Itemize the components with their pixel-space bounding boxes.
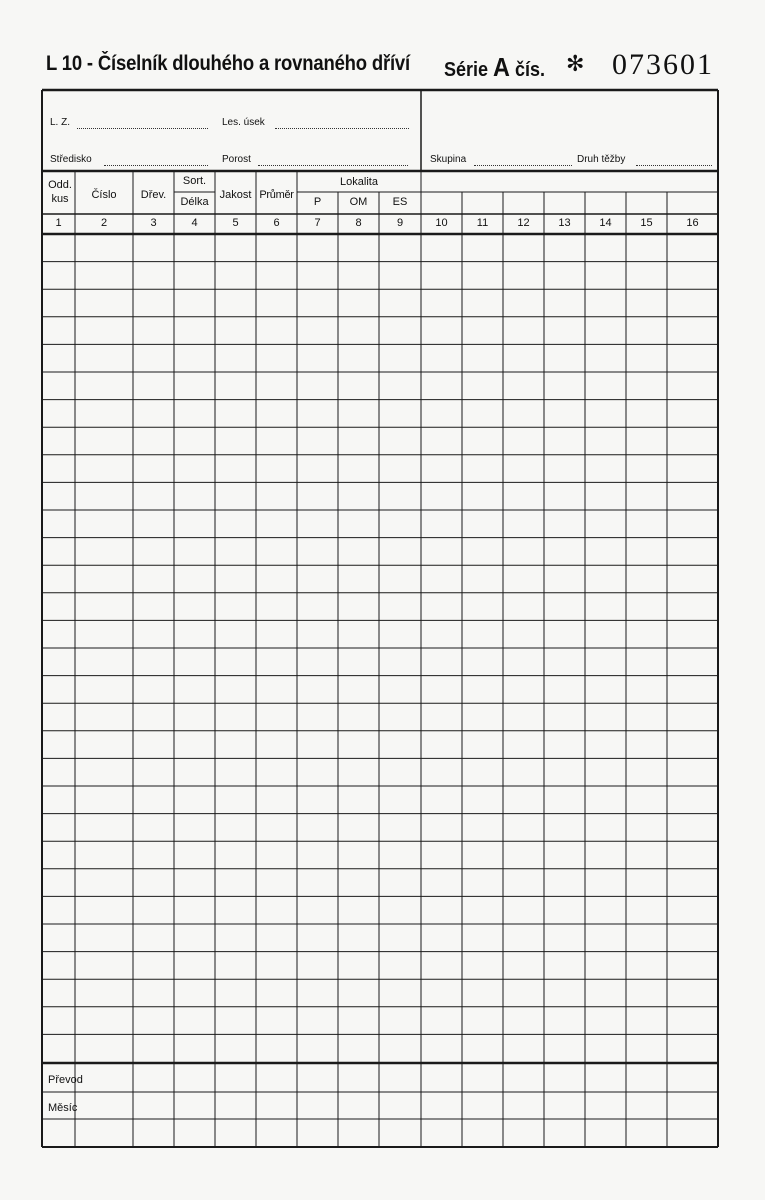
column-number-12: 12 bbox=[517, 217, 530, 229]
column-number-15: 15 bbox=[640, 217, 653, 229]
column-number-5: 5 bbox=[232, 217, 239, 229]
col-header-jakost: Jakost bbox=[219, 189, 252, 201]
column-number-14: 14 bbox=[599, 217, 612, 229]
field-porost[interactable] bbox=[258, 165, 408, 166]
serial-number: 073601 bbox=[612, 48, 714, 81]
series-suffix: čís. bbox=[514, 59, 545, 81]
series-prefix: Série bbox=[444, 59, 489, 81]
field-label-les-usek: Les. úsek bbox=[222, 117, 265, 128]
col-header-prumer: Průměr bbox=[259, 189, 294, 201]
col-header-cislo: Číslo bbox=[91, 189, 117, 201]
column-number-7: 7 bbox=[314, 217, 321, 229]
column-number-16: 16 bbox=[686, 217, 699, 229]
field-druh-tezby[interactable] bbox=[636, 165, 712, 166]
footer-label-prevod: Převod bbox=[48, 1074, 83, 1086]
col-header-odd-kus bbox=[44, 178, 76, 206]
column-number-1: 1 bbox=[55, 217, 62, 229]
field-label-porost: Porost bbox=[222, 154, 251, 165]
column-number-2: 2 bbox=[100, 217, 108, 229]
field-label-stredisko: Středisko bbox=[50, 154, 92, 165]
column-number-11: 11 bbox=[476, 217, 489, 229]
form-title: L 10 - Číselník dlouhého a rovnaného dříví bbox=[46, 52, 411, 75]
column-number-3: 3 bbox=[150, 217, 157, 229]
column-number-4: 4 bbox=[191, 217, 198, 229]
col-header-p: P bbox=[313, 196, 322, 208]
field-label-lz: L. Z. bbox=[50, 117, 71, 128]
col-header-delka: Délka bbox=[180, 196, 209, 208]
field-label-skupina: Skupina bbox=[430, 154, 467, 165]
col-header-lokalita: Lokalita bbox=[340, 176, 378, 188]
col-header-drev: Dřev. bbox=[140, 189, 167, 201]
column-number-13: 13 bbox=[558, 217, 571, 229]
column-number-8: 8 bbox=[355, 217, 362, 229]
field-label-druh-tezby: Druh těžby bbox=[577, 154, 626, 165]
field-skupina[interactable] bbox=[474, 165, 572, 166]
column-number-10: 10 bbox=[435, 217, 448, 229]
col-header-odd-kus-text: Odd. kus bbox=[48, 179, 72, 205]
col-header-sort: Sort. bbox=[182, 175, 207, 187]
series-letter: A bbox=[493, 52, 510, 82]
column-number-9: 9 bbox=[396, 217, 404, 229]
footer-label-mesic: Měsíc bbox=[48, 1102, 78, 1114]
field-stredisko[interactable] bbox=[104, 165, 208, 166]
field-lz[interactable] bbox=[77, 128, 208, 129]
column-number-6: 6 bbox=[273, 217, 280, 229]
field-les-usek[interactable] bbox=[275, 128, 409, 129]
col-header-es: ES bbox=[392, 196, 408, 208]
asterisk-icon: ✻ bbox=[566, 51, 585, 76]
col-header-om: OM bbox=[349, 196, 368, 208]
